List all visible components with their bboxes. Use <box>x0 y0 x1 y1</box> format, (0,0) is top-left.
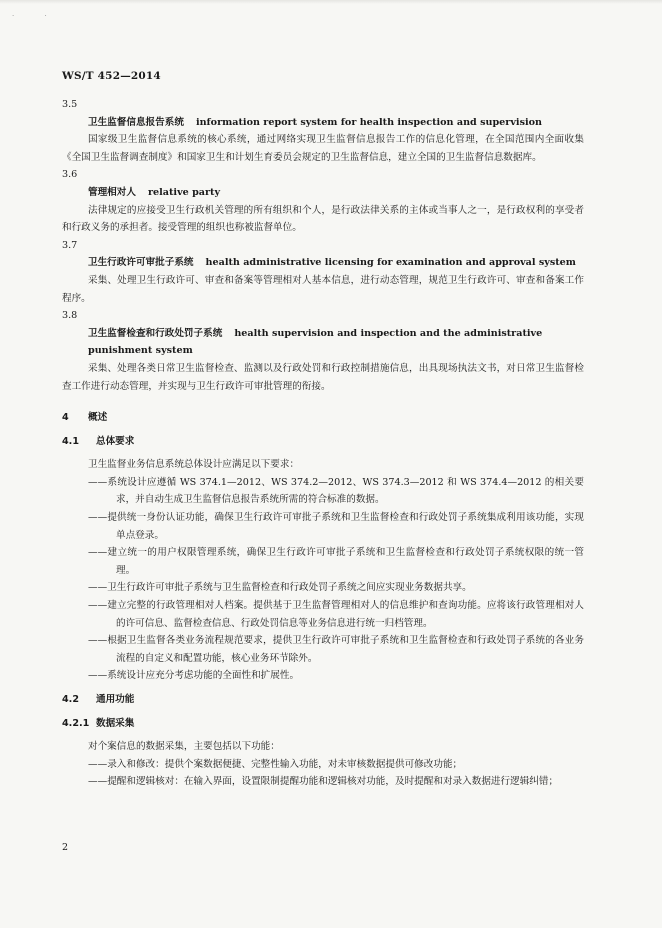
term-cn: 卫生监督检查和行政处罚子系统 <box>88 327 223 339</box>
term-heading <box>62 114 584 132</box>
subsection-intro: 对个案信息的数据采集，主要包括以下功能： <box>88 741 280 753</box>
subsection-title: 数据采集 <box>96 717 135 729</box>
term-cn: 管理相对人 <box>88 186 136 198</box>
term-cn: 卫生行政许可审批子系统 <box>88 257 194 269</box>
chapter-heading <box>62 409 584 427</box>
list-item: ——根据卫生监督各类业务流程规范要求，提供卫生行政许可审批子系统和卫生监督检查和行政处罚子系统的各业务流程的自定义和配置功能，核心业务环节除外。 <box>88 635 584 664</box>
list-item: ——录入和修改：提供个案数据便捷、完整性输入功能，对未审核数据提供可修改功能； <box>88 758 463 770</box>
subsection-number: 4.2.1 <box>62 717 90 729</box>
list-item: ——卫生行政许可审批子系统与卫生监督检查和行政处罚子系统之间应实现业务数据共享。 <box>88 582 472 594</box>
section-title: 总体要求 <box>96 435 135 447</box>
term-definition: 采集、处理各类日常卫生监督检查、监测以及行政处罚和行政控制措施信息，出具现场执法文书，对日常卫生监督检查工作进行动态管理，并实现与卫生行政许可审批管理的衔接。 <box>62 362 584 392</box>
section-heading <box>62 433 584 451</box>
term-heading <box>62 325 584 360</box>
term-en: health supervision and inspection and the administrative punishment system <box>88 327 543 357</box>
term-en: relative party <box>147 186 221 198</box>
scan-edge <box>0 0 662 4</box>
standard-code: WS/T 452—2014 <box>62 70 161 82</box>
scan-specks: · · <box>12 12 61 20</box>
term-definition: 国家级卫生监督信息系统的核心系统，通过网络实现卫生监督信息报告工作的信息化管理，在全国范围内全面收集《全国卫生监督调查制度》和国家卫生和计划生育委员会规定的卫生监督信息，建立全国的卫生监督信息数据库。 <box>62 134 584 163</box>
list-item: ——提醒和逻辑核对：在输入界面，设置限制提醒功能和逻辑核对功能，及时提醒和对录入数据进行逻辑纠错； <box>88 776 559 788</box>
document-body <box>62 96 584 791</box>
term-definition: 采集、处理卫生行政许可、审查和备案等管理相对人基本信息，进行动态管理，规范卫生行政许可、审查和备案工作程序。 <box>62 274 584 304</box>
list-item: ——系统设计应遵循 WS 374.1—2012、WS 374.2—2012、WS 374.3—2012 和 WS 374.4—2012 的相关要求，并自动生成卫生监督信息报告系统所需的符合标准的数据。 <box>88 476 584 506</box>
list-item: ——提供统一身份认证功能，确保卫生行政许可审批子系统和卫生监督检查和行政处罚子系统集成利用该功能，实现单点登录。 <box>88 512 584 541</box>
list-item: ——系统设计应充分考虑功能的全面性和扩展性。 <box>88 670 300 682</box>
section-number: 3.6 <box>62 169 78 181</box>
section-intro: 卫生监督业务信息系统总体设计应满足以下要求： <box>88 459 300 471</box>
term-heading <box>62 184 584 202</box>
chapter-number: 4 <box>62 412 69 424</box>
subsection-heading <box>62 715 584 733</box>
section-heading <box>62 691 584 709</box>
section-number: 4.1 <box>62 435 79 447</box>
list-item: ——建立完整的行政管理相对人档案。提供基于卫生监督管理相对人的信息维护和查询功能。应将该行政管理相对人的许可信息、监督检查信息、行政处罚信息等业务信息进行统一归档管理。 <box>88 600 584 629</box>
term-cn: 卫生监督信息报告系统 <box>88 116 184 128</box>
term-en: health administrative licensing for examination and approval system <box>205 257 576 269</box>
section-title: 通用功能 <box>96 694 135 705</box>
section-number: 3.5 <box>62 99 78 110</box>
section-number: 3.8 <box>62 310 78 322</box>
section-number: 4.2 <box>62 694 79 705</box>
chapter-title: 概述 <box>88 412 108 424</box>
section-number: 3.7 <box>62 239 78 251</box>
term-definition: 法律规定的应接受卫生行政机关管理的所有组织和个人，是行政法律关系的主体或当事人之一，是行政权利的享受者和行政义务的承担者。接受管理的组织也称被监督单位。 <box>62 204 584 234</box>
term-heading <box>62 254 584 272</box>
term-en: information report system for health inspection and supervision <box>195 116 542 128</box>
page-number: 2 <box>62 842 69 853</box>
list-item: ——建立统一的用户权限管理系统，确保卫生行政许可审批子系统和卫生监督检查和行政处罚子系统权限的统一管理。 <box>88 547 584 576</box>
